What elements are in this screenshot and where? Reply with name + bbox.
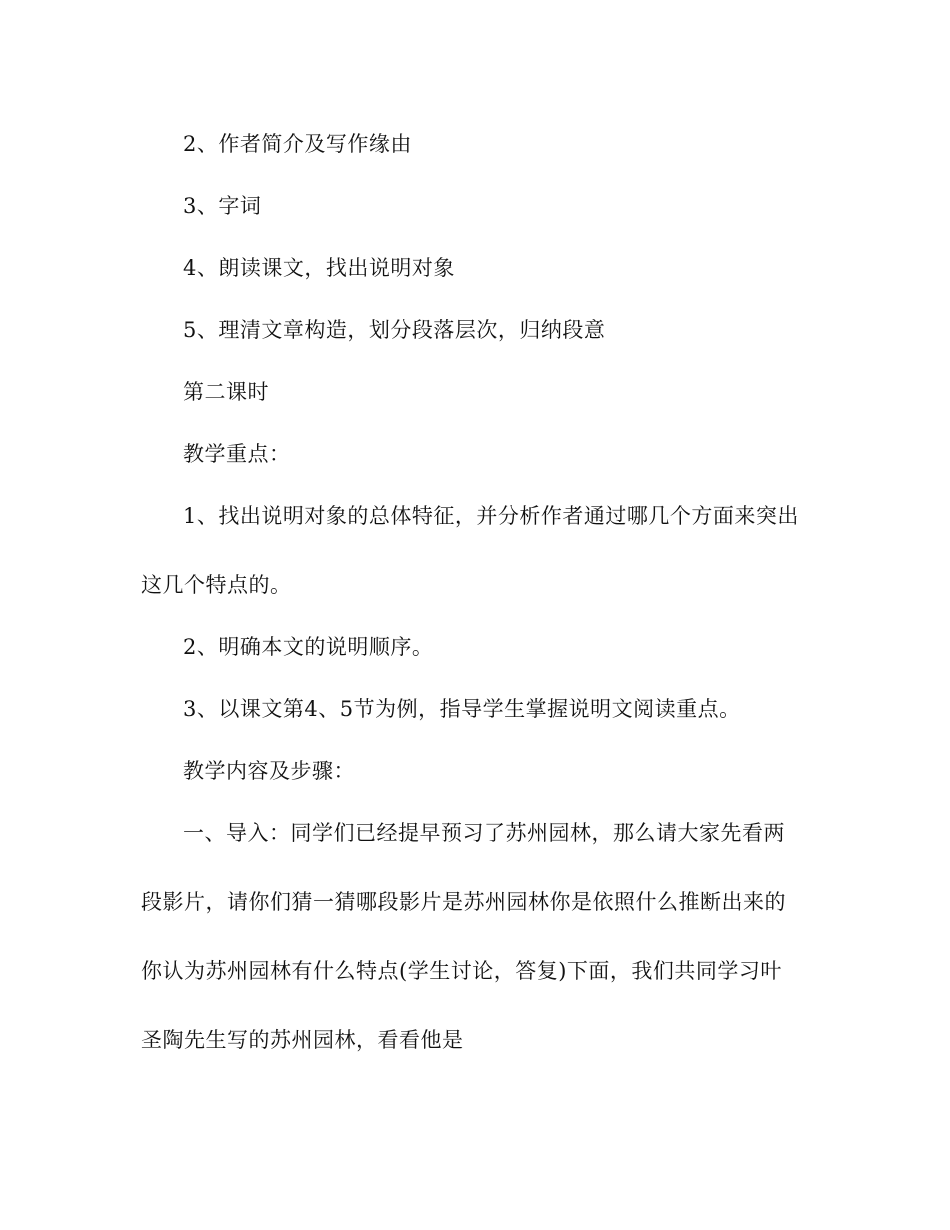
subheading-teaching-steps: 教学内容及步骤：	[183, 759, 355, 783]
paragraph-line: 一、导入：同学们已经提早预习了苏州园林，那么请大家先看两	[183, 821, 785, 845]
list-item-author-intro: 2、作者简介及写作缘由	[183, 132, 412, 156]
list-item-reading-focus: 3、以课文第4、5节为例，指导学生掌握说明文阅读重点。	[183, 697, 741, 721]
paragraph-line: 这几个特点的。	[141, 573, 292, 597]
subheading-teaching-focus: 教学重点：	[183, 442, 291, 466]
paragraph-line: 段影片，请你们猜一猜哪段影片是苏州园林你是依照什么推断出来的	[141, 890, 786, 914]
list-item-explanation-order: 2、明确本文的说明顺序。	[183, 635, 434, 659]
list-item-structure: 5、理清文章构造，划分段落层次，归纳段意	[183, 318, 606, 342]
paragraph-line: 你认为苏州园林有什么特点(学生讨论，答复)下面，我们共同学习叶	[141, 959, 782, 983]
list-item-read-text: 4、朗读课文，找出说明对象	[183, 256, 455, 280]
paragraph-line: 1、找出说明对象的总体特征，并分析作者通过哪几个方面来突出	[183, 504, 799, 528]
paragraph-line: 圣陶先生写的苏州园林，看看他是	[141, 1028, 464, 1052]
list-item-vocabulary: 3、字词	[183, 194, 262, 218]
section-heading-second-lesson: 第二课时	[183, 380, 269, 404]
